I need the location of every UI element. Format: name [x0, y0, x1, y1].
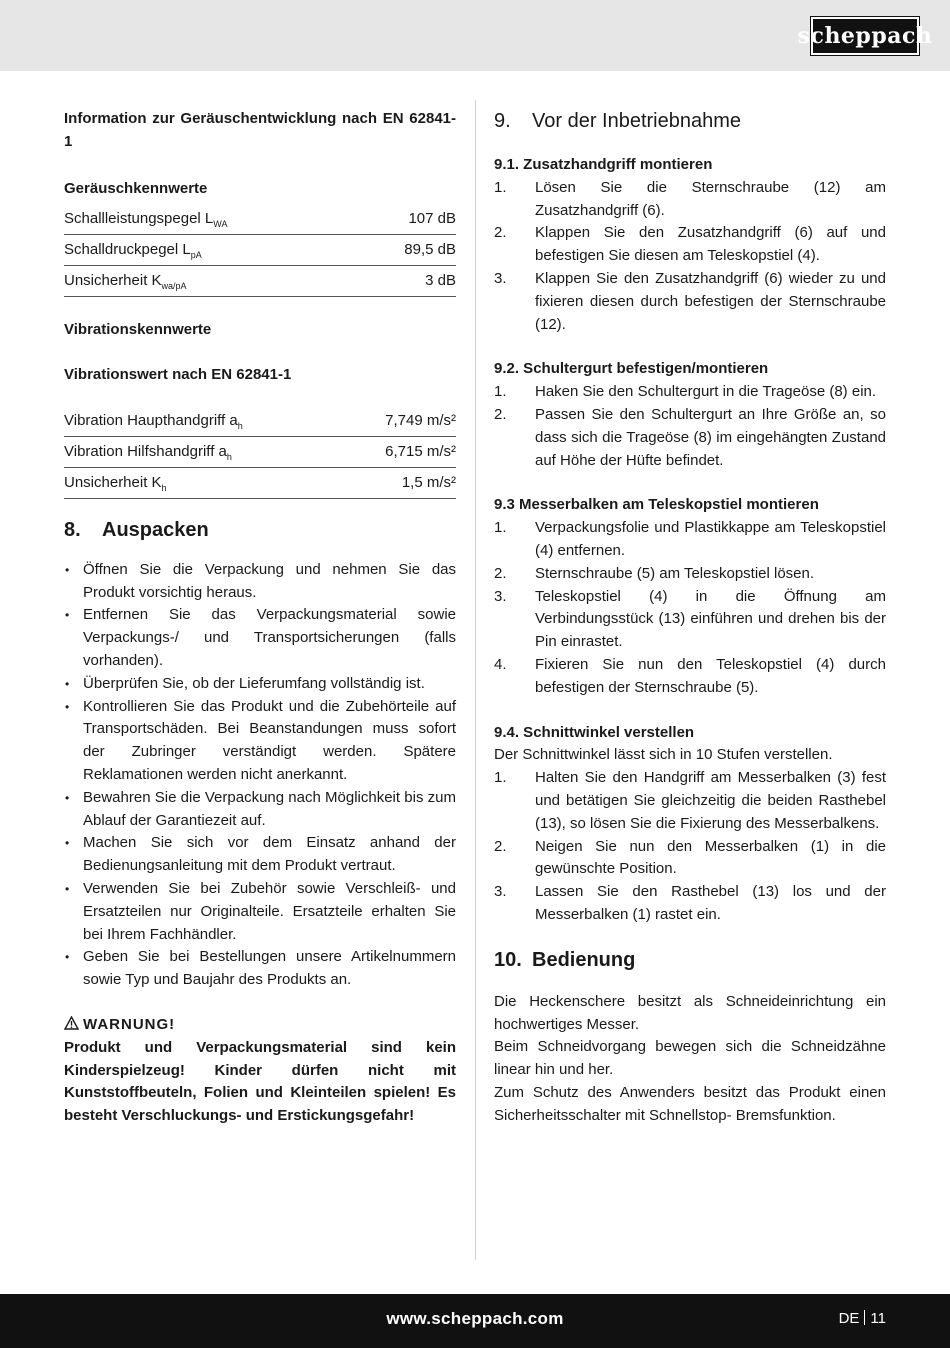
noise-table	[64, 204, 456, 296]
unpacking-list	[64, 559, 456, 992]
table-row	[64, 235, 456, 266]
vibration-label: Vibration Hilfshandgriff $a_h$	[64, 437, 345, 468]
table-row	[64, 406, 456, 436]
list-item: • Kontrollieren Sie das Produkt und die Zubehörteile auf Transportschäden. Bei Beanstandungen muss sofort der Zubringer verständigt werden. Spätere Reklamationen werden nicht anerkannt.	[64, 696, 456, 787]
vibration-label: Unsicherheit $K_h$	[64, 467, 345, 498]
list-item: 1. Verpackungsfolie und Plastikkappe am Teleskopstiel (4) entfernen.	[494, 519, 886, 559]
noise-value: 89,5 dB	[362, 235, 456, 266]
warning-heading: WARNUNG!	[64, 1014, 456, 1037]
section-10-paragraph: Beim Schneidvorgang bewegen sich die Schneidzähne linear hin und her.	[494, 1038, 886, 1079]
list-item: • Machen Sie sich vor dem Einsatz anhand der Bedienungsanleitung mit dem Produkt vertraut.	[64, 832, 456, 878]
list-item: 3. Teleskopstiel (4) in die Öffnung am Verbindungsstück (13) einführen und drehen bis der Pin einrastet.	[494, 587, 886, 651]
footer-bar	[0, 1294, 950, 1348]
list-item: 1. Lösen Sie die Sternschraube (12) am Zusatzhandgriff (6).	[494, 178, 886, 219]
list-item: 2. Klappen Sie den Zusatzhandgriff (6) auf und befestigen Sie diesen am Teleskopstiel (4).	[494, 224, 886, 265]
noise-label: Schalldruckpegel $L_{pA}$	[64, 235, 362, 266]
warning-text: Produkt und Verpackungsmaterial sind kein Kinderspielzeug! Kinder dürfen nicht mit Kunststoffbeuteln, Folien und Kleinteilen spielen! Es besteht Verschluckungs- und Erstickungsgefahr!	[64, 1038, 456, 1125]
brand-logo: scheppach	[811, 17, 919, 55]
list-item: • Öffnen Sie die Verpackung und nehmen Sie das Produkt vorsichtig heraus.	[64, 559, 456, 605]
vibration-subtitle: Vibrationswert nach EN 62841-1	[64, 365, 292, 383]
section-9-2-title: 9.2. Schultergurt befestigen/montieren	[494, 360, 769, 378]
vibration-label: Vibration Haupthandgriff $a_h$	[64, 406, 345, 436]
section-9-4-intro: Der Schnittwinkel lässt sich in 10 Stufen verstellen.	[494, 746, 833, 764]
left-column	[64, 108, 456, 1128]
vibration-value: 7,749 m/s²	[345, 406, 456, 436]
list-item: • Entfernen Sie das Verpackungsmaterial sowie Verpackungs-/ und Transportsicherungen (falls vorhanden).	[64, 604, 456, 672]
noise-value: 107 dB	[362, 204, 456, 234]
section-9-1-title: 9.1. Zusatzhandgriff montieren	[494, 156, 713, 173]
section-9-4-title: 9.4. Schnittwinkel verstellen	[494, 723, 695, 741]
right-column	[494, 108, 886, 1127]
list-item: 2. Sternschraube (5) am Teleskopstiel lösen.	[494, 564, 815, 582]
noise-label: Unsicherheit $K_{wa/pA}$	[64, 265, 362, 296]
section-9-2-steps	[494, 381, 886, 472]
list-item: • Geben Sie bei Bestellungen unsere Artikelnummern sowie Typ und Baujahr des Produkts an.	[64, 946, 456, 992]
section-10-paragraph: Die Heckenschere besitzt als Schneideinrichtung ein hochwertiges Messer.	[494, 992, 886, 1033]
list-item: 2. Neigen Sie nun den Messerbalken (1) in die gewünschte Position.	[494, 837, 886, 878]
column-divider	[475, 100, 476, 1260]
table-row	[64, 437, 456, 468]
footer-website-link[interactable]: www.scheppach.com	[386, 1309, 564, 1328]
section-9-3-title: 9.3 Messerbalken am Teleskopstiel montieren	[494, 496, 819, 514]
list-item: 4. Fixieren Sie nun den Teleskopstiel (4) durch befestigen der Sternschraube (5).	[494, 655, 886, 696]
section-10-heading: 10. Bedienung	[494, 948, 636, 971]
table-row	[64, 467, 456, 498]
vibration-value: 6,715 m/s²	[345, 437, 456, 468]
section-9-1-steps	[494, 177, 886, 337]
list-item: 1. Haken Sie den Schultergurt in die Trageöse (8) ein.	[494, 383, 877, 401]
list-item: • Überprüfen Sie, ob der Lieferumfang vollständig ist.	[64, 673, 456, 696]
list-item: 1. Halten Sie den Handgriff am Messerbalken (3) fest und betätigen Sie gleichzeitig die beiden Rasthebel (13), so lösen Sie die Fixierung des Messerbalkens.	[494, 769, 886, 832]
noise-info-title: Information zur Geräuschentwicklung nach EN 62841-1	[64, 110, 456, 150]
list-item: 3. Lassen Sie den Rasthebel (13) los und der Messerbalken (1) rastet ein.	[494, 883, 886, 923]
section-9-4-steps	[494, 767, 886, 927]
list-item: • Verwenden Sie bei Zubehör sowie Verschleiß- und Ersatzteilen nur Originalteile. Ersatzteile erhalten Sie bei Ihrem Fachhändler.	[64, 878, 456, 946]
vibration-title: Vibrationskennwerte	[64, 320, 212, 338]
list-item: 3. Klappen Sie den Zusatzhandgriff (6) wieder zu und fixieren diesen durch befestigen der Sternschraube (12).	[494, 269, 886, 333]
header-bar	[0, 0, 950, 71]
list-item: • Bewahren Sie die Verpackung nach Möglichkeit bis zum Ablauf der Garantiezeit auf.	[64, 787, 456, 833]
section-9-3-steps	[494, 517, 886, 699]
language-code: DE	[838, 1310, 860, 1327]
vibration-value: 1,5 m/s²	[345, 467, 456, 498]
list-item: 2. Passen Sie den Schultergurt an Ihre Größe an, so dass sich die Trageöse (8) im eingehängten Zustand auf Höhe der Hüfte befindet.	[494, 405, 886, 469]
warning-triangle-icon	[64, 1016, 79, 1030]
separator	[864, 1310, 865, 1325]
section-9-heading: 9. Vor der Inbetriebnahme	[494, 110, 742, 132]
section-8-heading: 8. Auspacken	[64, 518, 209, 541]
page-indicator	[839, 1310, 886, 1327]
noise-label: Schallleistungspegel $L_{WA}$	[64, 204, 362, 234]
vibration-table	[64, 406, 456, 498]
page-number: 11	[870, 1310, 886, 1327]
table-row	[64, 204, 456, 234]
noise-value: 3 dB	[362, 265, 456, 296]
noise-values-title: Geräuschkennwerte	[64, 179, 208, 197]
table-row	[64, 265, 456, 296]
section-10-paragraph: Zum Schutz des Anwenders besitzt das Produkt einen Sicherheitsschalter mit Schnellstop- Bremsfunktion.	[494, 1083, 886, 1124]
